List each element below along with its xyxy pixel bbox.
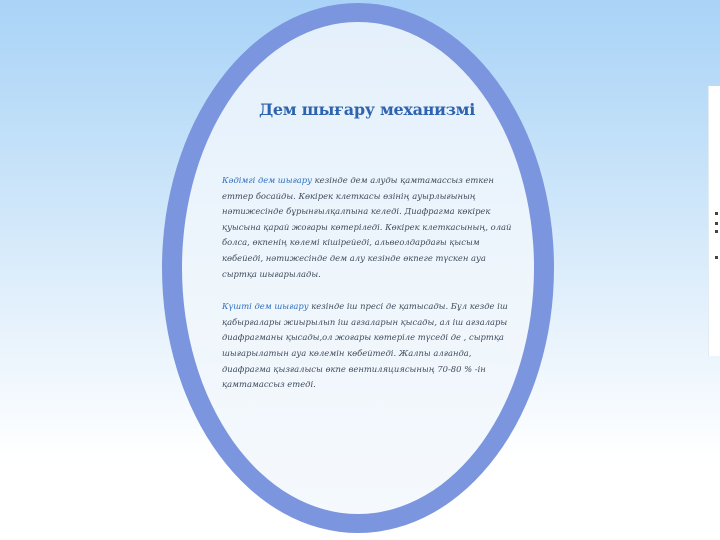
slide-title: Дем шығару механизмі <box>258 100 476 119</box>
paragraph-forced-exhale-body: кезінде іш пресі де қатысады. Бұл кезде іш қабырғалары жиырылып іш ағзаларын қысады, ал іш ағзалары диафрагманы қысады,ол жоғары көтеріле түседі де , сыртқа шығарылатын ауа көлемін көбейтеді. Жалпы алғанда, диафрагма қызғалысы өкпе вентиляциясының 70-80 % -ін қамтамассыз етеді. <box>222 301 508 390</box>
side-mark <box>715 256 718 259</box>
paragraph-normal-exhale <box>222 173 512 282</box>
slide-content <box>222 100 512 410</box>
side-mark <box>715 230 718 233</box>
side-panel-edge <box>708 86 720 356</box>
side-mark <box>715 222 718 225</box>
paragraph-normal-exhale-body: кезінде дем алуды қамтамассыз еткен еттер босайды. Көкірек клеткасы өзінің ауырлығының нәтижесінде бұрынғылқалпына келеді. Диафрагма көкірек қуысына қарай жоғары көтеріледі. Көкірек клеткасының, олай болса, өкпенің көлемі кішірейеді, альвеолдардағы қысым көбейеді, нәтижесінде дем алу кезінде өкпеге түскен ауа сыртқа шығарылады. <box>222 175 512 279</box>
paragraph-normal-exhale-lead: Кәдімгі дем шығару <box>222 175 313 185</box>
paragraph-forced-exhale <box>222 299 512 393</box>
paragraph-forced-exhale-lead: Күшті дем шығару <box>222 301 309 312</box>
side-mark <box>715 212 718 215</box>
